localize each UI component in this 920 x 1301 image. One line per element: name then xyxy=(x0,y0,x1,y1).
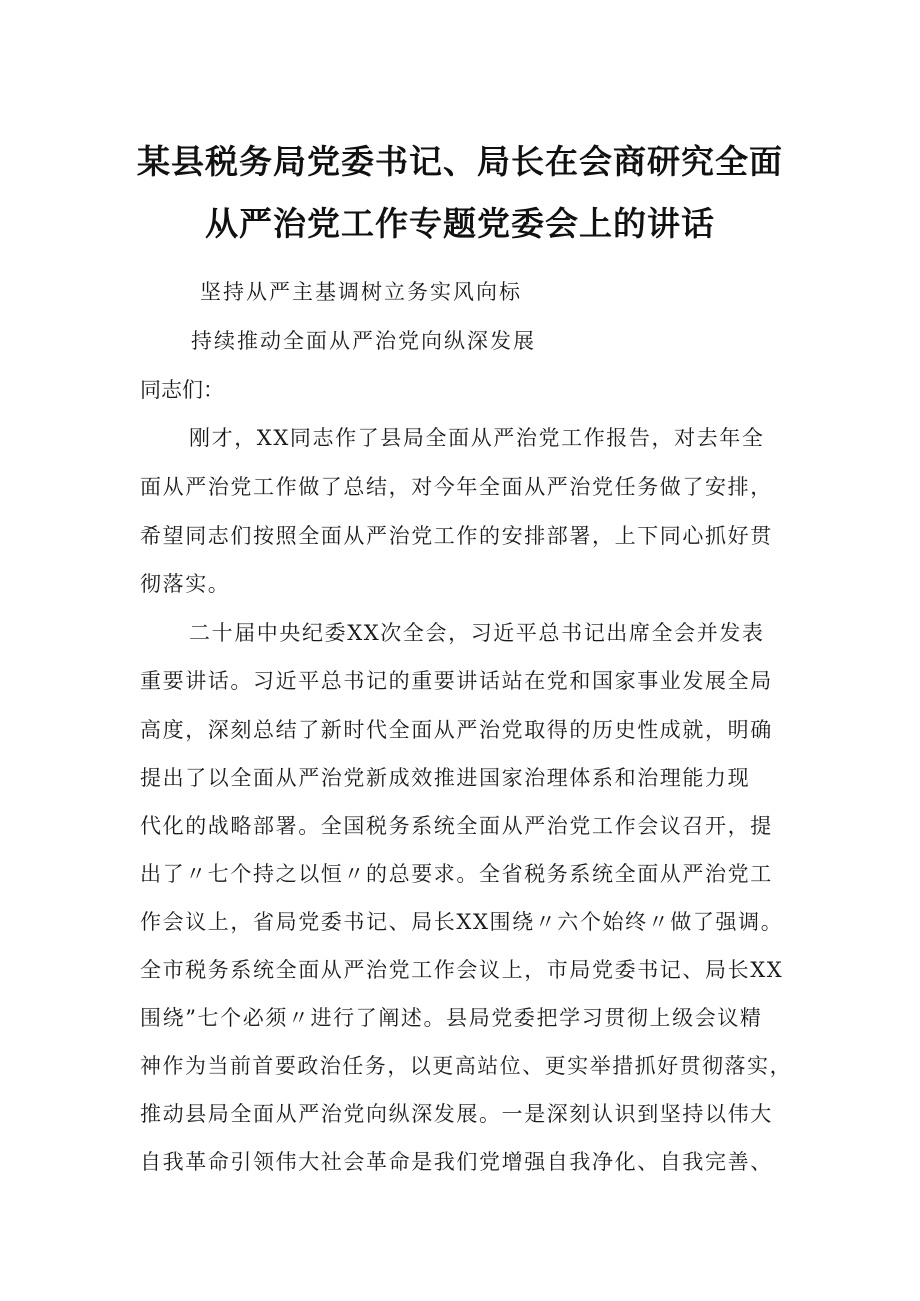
paragraph-1-line: 刚才，XX同志作了县局全面从严治党工作报告，对去年全 xyxy=(189,426,765,450)
paragraph-2-line: 全市税务系统全面从严治党工作会议上，市局党委书记、局长XX xyxy=(140,958,784,982)
paragraph-2-line: 代化的战略部署。全国税务系统全面从严治党工作会议召开，提 xyxy=(140,814,773,838)
paragraph-2-line: 作会议上，省局党委书记、局长XX围绕〃六个始终〃做了强调。 xyxy=(140,910,784,934)
paragraph-2-line: 推动县局全面从严治党向纵深发展。一是深刻认识到坚持以伟大 xyxy=(140,1102,773,1126)
paragraph-2-line: 出了〃七个持之以恒〃的总要求。全省税务系统全面从严治党工 xyxy=(140,862,773,886)
paragraph-2-line: 神作为当前首要政治任务，以更高站位、更实举措抓好贯彻落实， xyxy=(140,1054,793,1078)
salutation: 同志们： xyxy=(140,378,224,402)
document-title-line-2: 从严治党工作专题党委会上的讲话 xyxy=(205,204,715,243)
document-title-line-1: 某县税务局党委书记、局长在会商研究全面 xyxy=(137,142,783,181)
paragraph-2-line: 提出了以全面从严治党新成效推进国家治理体系和治理能力现 xyxy=(140,766,751,790)
paragraph-1-line: 彻落实。 xyxy=(140,572,231,596)
subtitle-line-1: 坚持从严主基调树立务实风向标 xyxy=(200,280,522,304)
paragraph-1-line: 希望同志们按照全面从严治党工作的安排部署，上下同心抓好贯 xyxy=(140,524,773,548)
subtitle-line-2: 持续推动全面从严治党向纵深发展 xyxy=(191,329,536,353)
paragraph-2-line: 自我革命引领伟大社会革命是我们党增强自我净化、自我完善、 xyxy=(140,1150,773,1174)
paragraph-2-line: 重要讲话。习近平总书记的重要讲话站在党和国家事业发展全局 xyxy=(140,669,773,693)
paragraph-2-line: 围绕”七个必须〃进行了阐述。县局党委把学习贯彻上级会议精 xyxy=(140,1006,763,1030)
paragraph-2-line: 二十届中央纪委XX次全会，习近平总书记出席全会并发表 xyxy=(189,621,765,645)
paragraph-1-line: 面从严治党工作做了总结，对今年全面从严治党任务做了安排， xyxy=(140,475,773,499)
paragraph-2-line: 高度，深刻总结了新时代全面从严治党取得的历史性成就，明确 xyxy=(140,718,773,742)
